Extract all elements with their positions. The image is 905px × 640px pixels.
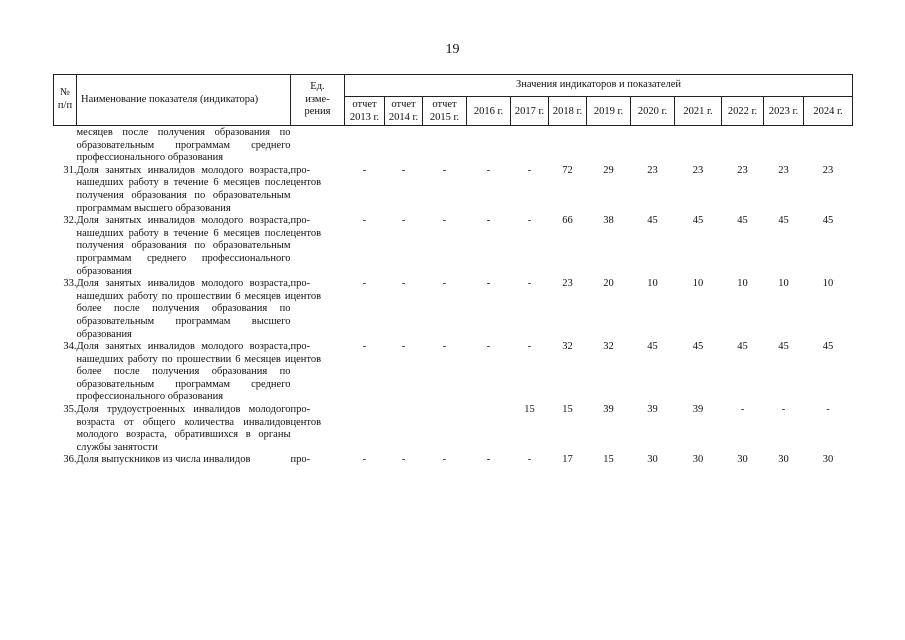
header-year: отчет 2014 г. — [385, 97, 423, 126]
indicator-value: - — [527, 215, 532, 227]
header-year: 2017 г. — [511, 97, 549, 126]
indicator-value: - — [442, 164, 447, 176]
indicator-value: - — [362, 454, 367, 466]
indicator-name: Доля выпускников из числа инвалидов — [76, 454, 251, 466]
indicator-name: Доля занятых инвалидов молодого возраста, нашедших работу по прошествии 6 месяцев и более после получения образования по образовательным программам среднего профессионального образования — [76, 341, 291, 403]
indicator-value: - — [401, 341, 406, 353]
row-number: 36. — [63, 454, 77, 466]
indicator-value: 10 — [647, 278, 658, 290]
indicator-value: 39 — [692, 404, 704, 416]
indicator-value — [587, 126, 631, 165]
indicator-value — [675, 126, 722, 165]
indicator-value: 15 — [562, 404, 573, 416]
indicator-value: 23 — [822, 164, 834, 176]
indicator-value: 30 — [647, 454, 658, 466]
indicator-value: - — [527, 454, 532, 466]
indicator-value: - — [740, 404, 745, 416]
indicator-value: - — [401, 164, 406, 176]
indicator-value: - — [401, 278, 406, 290]
unit: про- центов — [290, 278, 322, 302]
indicator-value: 17 — [562, 454, 573, 466]
indicator-value: 45 — [778, 215, 789, 227]
indicator-value: 23 — [692, 164, 704, 176]
table-row — [54, 215, 853, 278]
indicator-value: - — [486, 454, 491, 466]
indicator-value: 30 — [778, 454, 789, 466]
indicator-value: 32 — [603, 341, 614, 353]
indicator-value — [423, 404, 467, 454]
indicator-value — [345, 126, 385, 165]
indicator-value — [631, 126, 675, 165]
indicator-value: 38 — [603, 215, 614, 227]
header-year: отчет 2013 г. — [345, 97, 385, 126]
indicator-value: 45 — [822, 341, 834, 353]
row-number: 32. — [63, 215, 77, 227]
indicator-value: 39 — [647, 404, 658, 416]
indicator-value: 45 — [647, 341, 658, 353]
indicator-value: - — [781, 404, 786, 416]
indicator-value: 32 — [562, 341, 573, 353]
indicator-value: 45 — [692, 341, 704, 353]
unit: про- центов — [290, 164, 322, 189]
table-row — [54, 126, 853, 165]
indicator-value — [764, 126, 804, 165]
row-number: 35. — [63, 404, 77, 416]
indicator-value: 30 — [822, 454, 834, 466]
indicator-value — [423, 126, 467, 165]
indicator-name: Доля трудоустроенных инвалидов молодого возраста от общего количества инвалидов молодого возраста, обратившихся в органы службы занятости — [76, 404, 291, 453]
indicator-value: - — [527, 341, 532, 353]
indicator-value: - — [362, 164, 367, 176]
indicator-value: 45 — [737, 341, 748, 353]
indicator-value: 29 — [603, 164, 614, 176]
indicator-value: 39 — [603, 404, 614, 416]
header-year: 2021 г. — [675, 97, 722, 126]
indicator-value — [511, 126, 549, 165]
indicator-value: - — [362, 278, 367, 290]
table-row — [54, 341, 853, 404]
indicator-value — [345, 404, 385, 454]
indicator-value: - — [442, 341, 447, 353]
indicator-value — [467, 404, 511, 454]
indicator-value: - — [442, 454, 447, 466]
indicator-value: - — [442, 215, 447, 227]
row-number — [54, 126, 77, 165]
indicator-value: - — [826, 404, 830, 416]
indicator-value: 20 — [603, 278, 614, 290]
indicator-name: Доля занятых инвалидов молодого возраста, нашедших работу по прошествии 6 месяцев и более после получения образования по образовательным программам высшего образования — [76, 278, 291, 340]
header-year: 2024 г. — [804, 97, 853, 126]
indicator-name: месяцев после получения образования по образовательным программам среднего профессионального образования — [76, 127, 291, 164]
indicator-value: - — [486, 164, 491, 176]
indicator-value: 23 — [562, 278, 573, 290]
indicator-name: Доля занятых инвалидов молодого возраста, нашедших работу в течение 6 месяцев после получения образования по образовательным программам среднего профессионального образования — [76, 215, 291, 277]
indicator-value: 23 — [778, 164, 789, 176]
indicator-value: - — [486, 215, 491, 227]
header-values-group: Значения индикаторов и показателей — [345, 75, 853, 97]
table-row — [54, 165, 853, 215]
indicator-value: 10 — [778, 278, 789, 290]
indicator-value: 23 — [737, 164, 748, 176]
header-year: 2018 г. — [549, 97, 587, 126]
row-number: 33. — [63, 278, 77, 290]
header-year: отчет 2015 г. — [423, 97, 467, 126]
header-year: 2022 г. — [722, 97, 764, 126]
row-number: 31. — [63, 164, 77, 176]
table-header — [54, 75, 853, 126]
unit: про- — [290, 454, 311, 466]
indicator-value: 66 — [562, 215, 573, 227]
indicator-value: 45 — [778, 341, 789, 353]
indicator-value: - — [401, 215, 406, 227]
indicator-value: - — [486, 278, 491, 290]
header-year: 2019 г. — [587, 97, 631, 126]
indicator-value: - — [362, 341, 367, 353]
indicator-value — [385, 404, 423, 454]
table-row — [54, 404, 853, 454]
indicator-value — [467, 126, 511, 165]
unit — [291, 126, 345, 165]
indicator-value: 10 — [822, 278, 834, 290]
indicator-value — [804, 126, 853, 165]
indicator-value — [722, 126, 764, 165]
indicator-value: - — [486, 341, 491, 353]
indicator-value: 72 — [562, 164, 573, 176]
indicator-value: 45 — [822, 215, 834, 227]
indicator-value: 45 — [737, 215, 748, 227]
table-row — [54, 454, 853, 467]
indicator-value: 23 — [647, 164, 658, 176]
header-num: № п/п — [54, 75, 77, 126]
indicator-name: Доля занятых инвалидов молодого возраста, нашедших работу в течение 6 месяцев после получения образования по образовательным программам высшего образования — [76, 164, 291, 214]
indicator-value: - — [442, 278, 447, 290]
page-number: 19 — [445, 42, 460, 57]
indicator-value — [549, 126, 587, 165]
indicator-value: 15 — [524, 404, 535, 416]
header-unit: Ед. изме- рения — [291, 75, 345, 126]
indicator-value: - — [527, 164, 532, 176]
row-number: 34. — [63, 341, 77, 353]
table-body — [54, 126, 853, 468]
unit: про- центов — [290, 215, 322, 239]
indicator-value: 15 — [603, 454, 614, 466]
indicator-value: 10 — [692, 278, 704, 290]
header-name: Наименование показателя (индикатора) — [77, 75, 291, 126]
indicator-value: 45 — [692, 215, 704, 227]
indicator-value: 30 — [737, 454, 748, 466]
indicator-value: - — [362, 215, 367, 227]
indicator-value: 30 — [692, 454, 704, 466]
indicators-table — [53, 74, 853, 467]
table-row — [54, 278, 853, 341]
indicator-value: - — [527, 278, 532, 290]
unit: про- центов — [290, 404, 322, 428]
header-year: 2016 г. — [467, 97, 511, 126]
header-year: 2023 г. — [764, 97, 804, 126]
indicator-value: 45 — [647, 215, 658, 227]
indicator-value: 10 — [737, 278, 748, 290]
indicator-value — [385, 126, 423, 165]
indicator-value: - — [401, 454, 406, 466]
header-year: 2020 г. — [631, 97, 675, 126]
unit: про- центов — [290, 341, 322, 365]
